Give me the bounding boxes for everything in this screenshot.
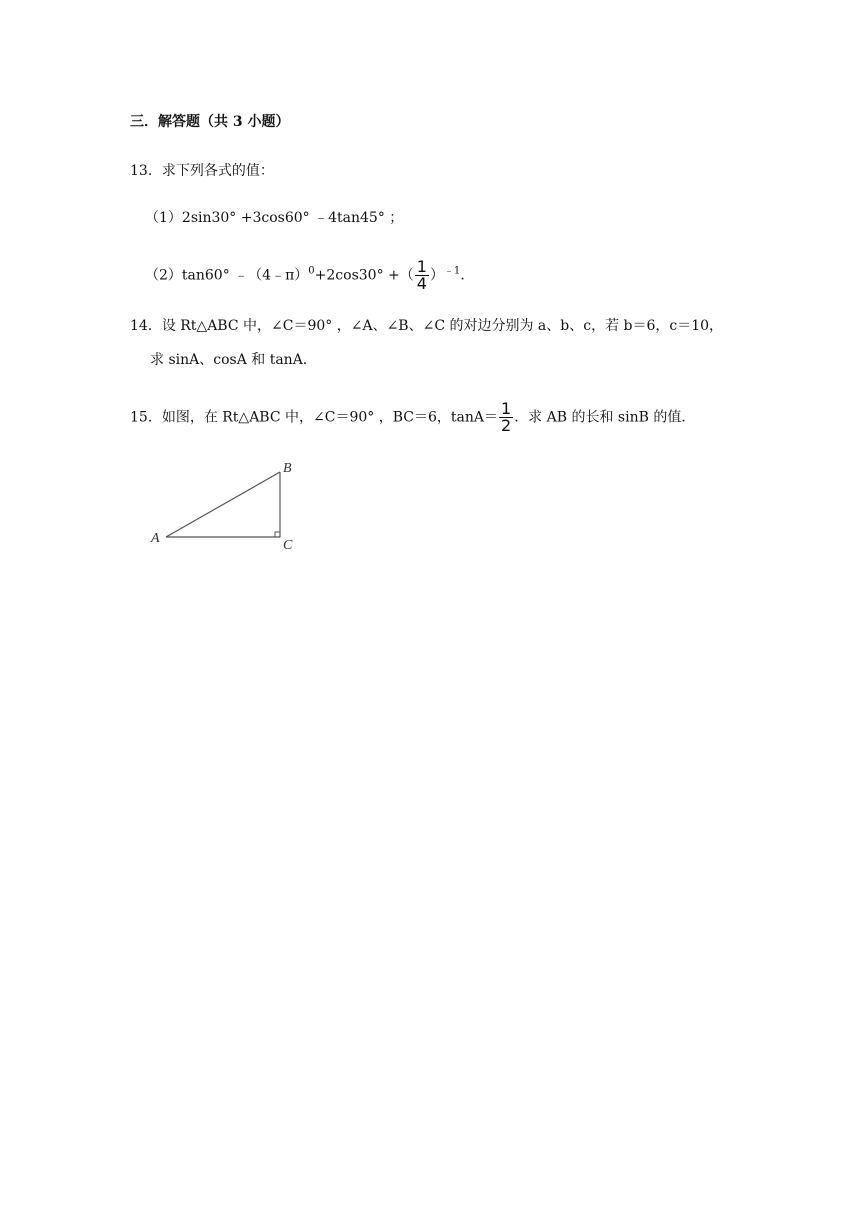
vertex-label-b: B xyxy=(283,461,292,476)
q13-part2-text-a: （2）tan60° ﹣（4﹣π） xyxy=(145,267,309,284)
q13-part2-text-c: ） xyxy=(429,267,444,284)
q15-text-a: 15．如图，在 Rt△ABC 中，∠C＝90° ，BC＝6，tanA＝ xyxy=(130,409,498,426)
q15-fraction xyxy=(499,401,513,434)
q13-part1: （1）2sin30° +3cos60° ﹣4tan45° ； xyxy=(145,210,404,226)
q15-fraction-denominator: 2 xyxy=(501,416,512,435)
side-ab xyxy=(166,472,280,537)
vertex-label-c: C xyxy=(283,538,293,553)
q13-part2-exponent: ﹣1 xyxy=(443,265,461,277)
vertex-label-a: A xyxy=(151,531,160,546)
q14-line1: 14．设 Rt△ABC 中，∠C＝90° ，∠A、∠B、∠C 的对边分别为 a、b、c，若 b＝6，c＝10， xyxy=(130,318,724,334)
q13-fraction-denominator: 4 xyxy=(416,274,427,293)
q15-fraction-numerator: 1 xyxy=(501,399,512,418)
q13-part2-exponent-zero: 0 xyxy=(308,265,315,277)
triangle-figure xyxy=(148,455,308,555)
q15-text xyxy=(130,401,695,434)
q13-fraction-numerator: 1 xyxy=(416,257,427,276)
q13-stem: 13．求下列各式的值： xyxy=(130,163,274,179)
q15-text-b: ．求 AB 的长和 sinB 的值． xyxy=(514,409,696,426)
q13-part2 xyxy=(145,259,465,292)
q13-part2-text-b: +2cos30° +（ xyxy=(314,267,414,284)
right-angle-mark xyxy=(275,532,280,537)
q14-line2: 求 sinA、cosA 和 tanA． xyxy=(150,352,317,368)
q13-part2-end: . xyxy=(460,267,465,284)
section-heading: 三．解答题（共 3 小题） xyxy=(130,114,290,130)
q13-fraction xyxy=(415,259,429,292)
